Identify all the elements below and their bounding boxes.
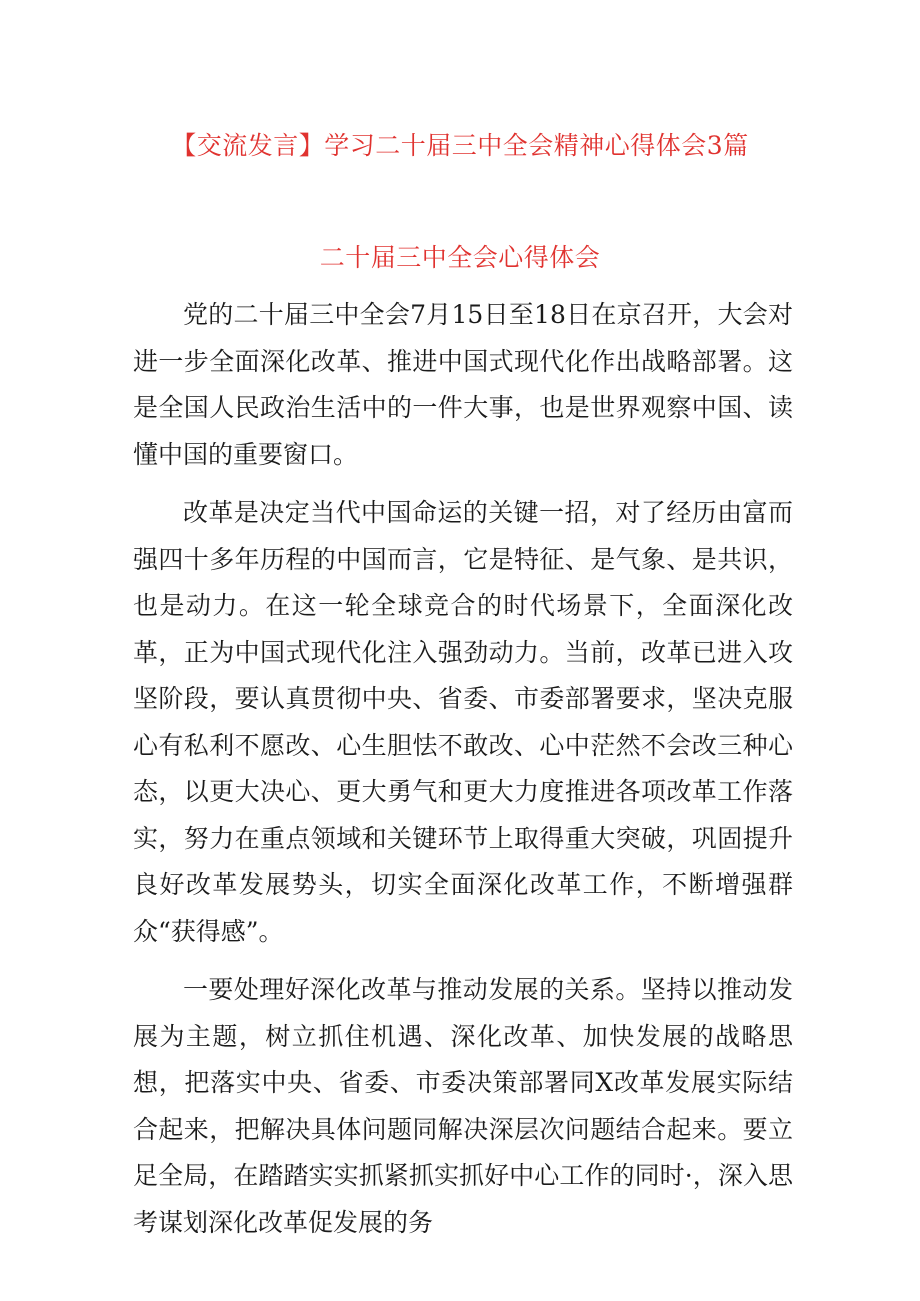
paragraph-3: 一要处理好深化改革与推动发展的关系。坚持以推动发展为主题，树立抓住机遇、深化改革、加快发展的战略思想，把落实中央、省委、市委决策部署同X改革发展实际结合起来，把解决具体问题同解决深层次问题结合起来。要立足全局，在踏踏实实抓紧抓实抓好中心工作的同时·，深入思考谋划深化改革促发展的务 [133, 975, 793, 1237]
section-title: 二十届三中全会心得体会 [319, 243, 601, 272]
paragraph-1: 党的二十届三中全会7月15日至18日在京召开，大会对进一步全面深化改革、推进中国式现代化作出战略部署。这是全国人民政治生活中的一件大事，也是世界观察中国、读懂中国的重要窗口。 [133, 300, 793, 469]
paragraph-2: 改革是决定当代中国命运的关键一招，对了经历由富而强四十多年历程的中国而言，它是特征、是气象、是共识，也是动力。在这一轮全球竞合的时代场景下，全面深化改革，正为中国式现代化注入强劲动力。当前，改革已进入攻坚阶段，要认真贯彻中央、省委、市委部署要求，坚决克服心有私利不愿改、心生胆怯不敢改、心中茫然不会改三种心态，以更大决心、更大勇气和更大力度推进各项改革工作落实，努力在重点领域和关键环节上取得重大突破，巩固提升良好改革发展势头，切实全面深化改革工作，不断增强群众“获得感”。 [133, 498, 793, 946]
document-body [133, 292, 793, 1258]
document-title: 【交流发言】学习二十届三中全会精神心得体会3篇 [171, 131, 749, 160]
